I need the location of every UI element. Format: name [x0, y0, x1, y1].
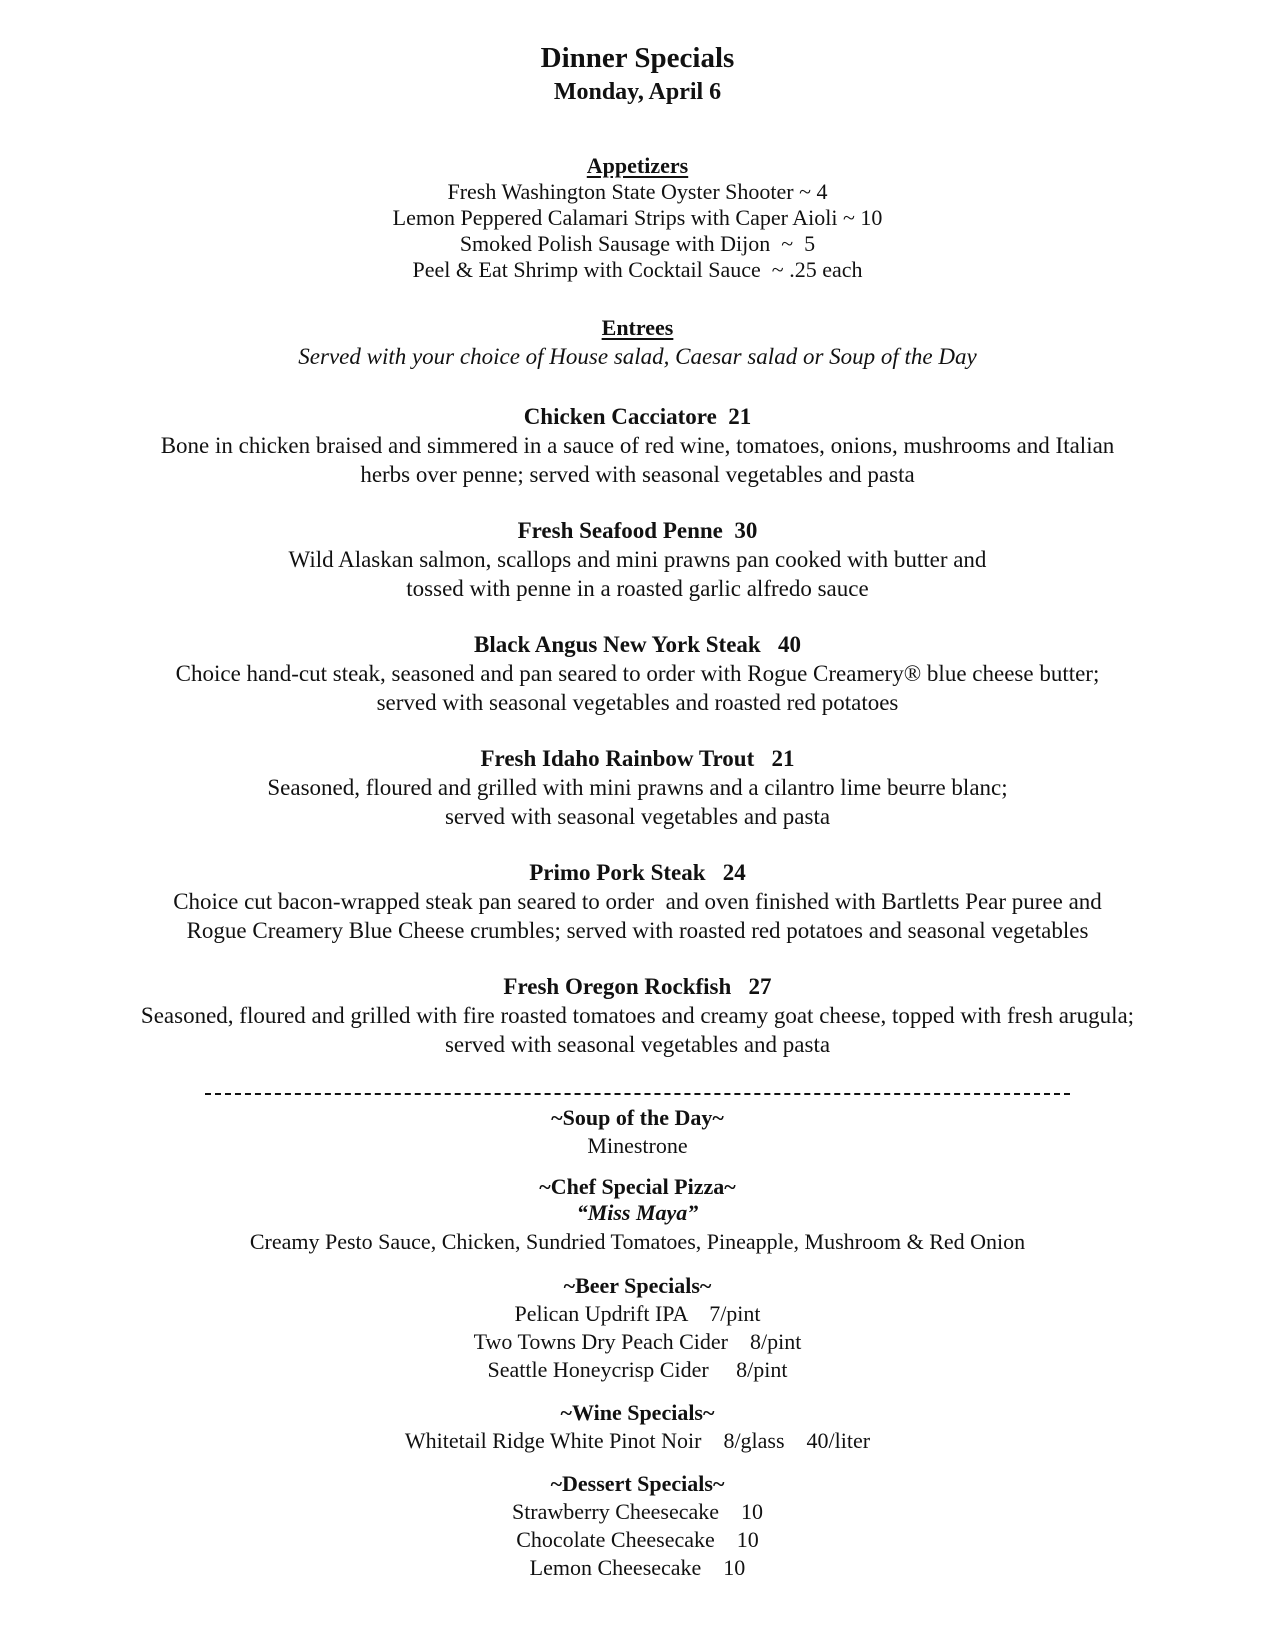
entree-description: Bone in chicken braised and simmered in a sauce of red wine, tomatoes, onions, mushrooms and Italian [160, 433, 1115, 458]
entree-title: Black Angus New York Steak 40 [474, 632, 801, 657]
dessert-heading: ~Dessert Specials~ [550, 1471, 725, 1496]
soup-heading: ~Soup of the Day~ [551, 1105, 724, 1130]
entree-description: Choice cut bacon-wrapped steak pan seared to order and oven finished with Bartletts Pear puree and [173, 889, 1102, 914]
entree-description: served with seasonal vegetables and pasta [444, 1032, 831, 1057]
entree-description: Choice hand-cut steak, seasoned and pan seared to order with Rogue Creamery® blue cheese butter; [175, 661, 1100, 686]
entree-title: Fresh Oregon Rockfish 27 [503, 974, 772, 999]
entrees-heading: Entrees [601, 315, 674, 340]
entree-description: herbs over penne; served with seasonal vegetables and pasta [360, 462, 915, 487]
beer-item: Pelican Updrift IPA 7/pint [514, 1301, 761, 1326]
page-title: Dinner Specials [540, 42, 735, 74]
entree-description: served with seasonal vegetables and roasted red potatoes [376, 690, 899, 715]
dessert-item: Strawberry Cheesecake 10 [511, 1499, 764, 1524]
appetizers-heading: Appetizers [586, 153, 689, 178]
entree-title: Primo Pork Steak 24 [529, 860, 746, 885]
appetizer-item: Lemon Peppered Calamari Strips with Caper Aioli ~ 10 [392, 205, 883, 230]
entree-title: Fresh Idaho Rainbow Trout 21 [480, 746, 795, 771]
dessert-item: Chocolate Cheesecake 10 [516, 1527, 759, 1552]
beer-item: Seattle Honeycrisp Cider 8/pint [487, 1357, 788, 1382]
entree-title: Chicken Cacciatore 21 [523, 404, 752, 429]
wine-heading: ~Wine Specials~ [560, 1400, 715, 1425]
entree-description: Seasoned, floured and grilled with mini prawns and a cilantro lime beurre blanc; [267, 775, 1008, 800]
section-divider [205, 1093, 1070, 1095]
pizza-name: “Miss Maya” [576, 1200, 699, 1225]
entree-description: Wild Alaskan salmon, scallops and mini prawns pan cooked with butter and [288, 547, 987, 572]
beer-heading: ~Beer Specials~ [563, 1273, 712, 1298]
appetizer-item: Smoked Polish Sausage with Dijon ~ 5 [459, 231, 816, 256]
entrees-note: Served with your choice of House salad, Caesar salad or Soup of the Day [298, 344, 977, 369]
appetizer-item: Fresh Washington State Oyster Shooter ~ 4 [447, 179, 828, 204]
dessert-item: Lemon Cheesecake 10 [529, 1555, 746, 1580]
entree-description: Rogue Creamery Blue Cheese crumbles; served with roasted red potatoes and seasonal vegetables [186, 918, 1089, 943]
entree-description: served with seasonal vegetables and pasta [444, 804, 831, 829]
pizza-heading: ~Chef Special Pizza~ [539, 1174, 736, 1199]
appetizer-item: Peel & Eat Shrimp with Cocktail Sauce ~ .25 each [412, 257, 863, 282]
wine-item: Whitetail Ridge White Pinot Noir 8/glass 40/liter [404, 1428, 871, 1453]
page-date: Monday, April 6 [553, 79, 722, 105]
entree-title: Fresh Seafood Penne 30 [517, 518, 758, 543]
pizza-toppings: Creamy Pesto Sauce, Chicken, Sundried Tomatoes, Pineapple, Mushroom & Red Onion [249, 1229, 1026, 1254]
soup-value: Minestrone [587, 1133, 688, 1158]
entree-description: Seasoned, floured and grilled with fire roasted tomatoes and creamy goat cheese, topped with fresh arugula; [140, 1003, 1135, 1028]
beer-item: Two Towns Dry Peach Cider 8/pint [473, 1329, 802, 1354]
entree-description: tossed with penne in a roasted garlic alfredo sauce [406, 576, 869, 601]
